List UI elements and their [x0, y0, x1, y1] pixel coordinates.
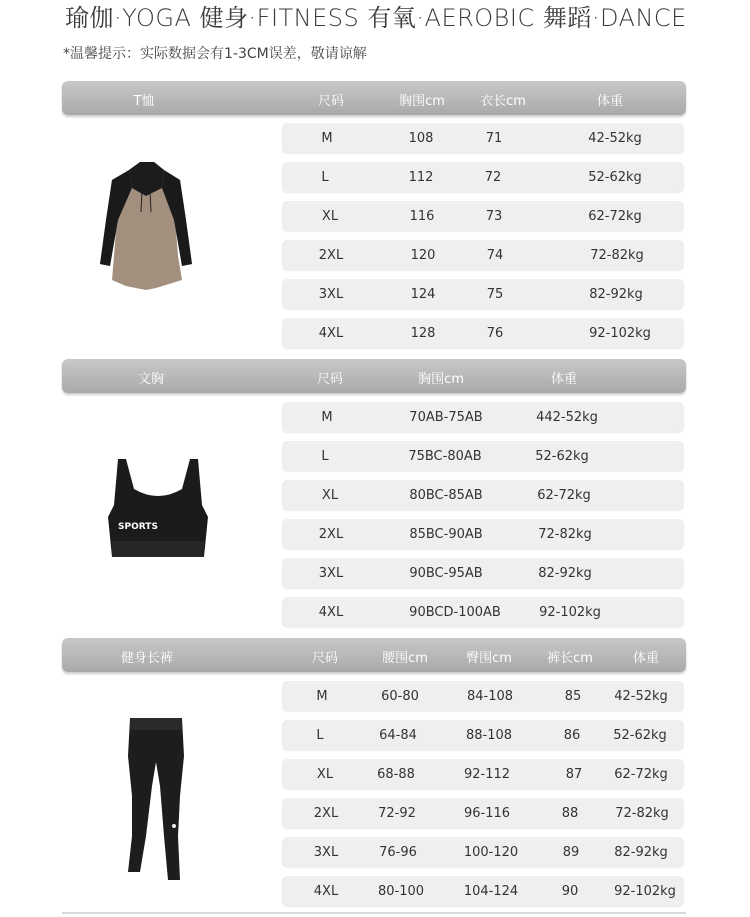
weight-cell: 72-82kg	[590, 248, 644, 263]
column-header: 衣长cm	[480, 94, 526, 109]
waist-cell: 72-92	[378, 806, 416, 821]
length-cell: 73	[485, 209, 503, 224]
size-cell: 4XL	[318, 326, 344, 341]
chest-cell: 75BC-80AB	[408, 449, 482, 464]
leggings-image	[122, 716, 190, 882]
column-header: 腰围cm	[382, 651, 428, 666]
column-header: 裤长cm	[547, 651, 593, 666]
size-cell: XL	[321, 209, 339, 224]
length-cell: 85	[564, 689, 582, 704]
length-cell: 87	[565, 767, 583, 782]
tshirt-image	[96, 160, 196, 292]
tshirt-table-header	[62, 81, 686, 115]
length-cell: 72	[484, 170, 502, 185]
hip-cell: 100-120	[463, 845, 519, 860]
column-header: 胸围cm	[399, 94, 445, 109]
length-cell: 75	[486, 287, 504, 302]
weight-cell: 52-62kg	[613, 728, 667, 743]
size-cell: L	[321, 449, 329, 464]
bra-size-section	[0, 359, 750, 631]
chest-cell: 70AB-75AB	[409, 410, 483, 425]
size-cell: 4XL	[318, 605, 344, 620]
table-row	[282, 279, 684, 309]
size-cell: 3XL	[318, 566, 344, 581]
table-row	[282, 837, 684, 867]
chest-cell: 124	[410, 287, 436, 302]
weight-cell: 62-72kg	[588, 209, 642, 224]
weight-cell: 92-102kg	[539, 605, 601, 620]
table-row	[282, 519, 684, 549]
chest-cell: 128	[410, 326, 436, 341]
table-row	[282, 318, 684, 348]
column-header: 胸围cm	[418, 372, 464, 387]
waist-cell: 60-80	[381, 689, 419, 704]
weight-cell: 42-52kg	[588, 131, 642, 146]
leggings-table-header	[62, 638, 686, 672]
weight-cell: 52-62kg	[535, 449, 589, 464]
hip-cell: 84-108	[466, 689, 514, 704]
size-cell: XL	[321, 488, 339, 503]
size-cell: 3XL	[318, 287, 344, 302]
chest-cell: 112	[408, 170, 434, 185]
length-cell: 89	[562, 845, 580, 860]
weight-cell: 52-62kg	[588, 170, 642, 185]
size-cell: L	[316, 728, 324, 743]
chest-cell: 116	[409, 209, 435, 224]
table-row	[282, 123, 684, 153]
table-row	[282, 798, 684, 828]
length-cell: 71	[485, 131, 503, 146]
size-cell: 2XL	[313, 806, 339, 821]
hip-cell: 92-112	[463, 767, 511, 782]
waist-cell: 76-96	[379, 845, 417, 860]
length-cell: 88	[561, 806, 579, 821]
leggings-size-section	[0, 638, 750, 910]
weight-cell: 82-92kg	[614, 845, 668, 860]
column-header: 尺码	[316, 372, 344, 387]
table-row	[282, 480, 684, 510]
column-header: 尺码	[311, 651, 339, 666]
size-cell: L	[321, 170, 329, 185]
product-label: 文胸	[137, 372, 165, 387]
chest-cell: 90BCD-100AB	[409, 605, 501, 620]
column-header: 体重	[632, 651, 660, 666]
size-cell: M	[316, 689, 328, 704]
weight-cell: 62-72kg	[614, 767, 668, 782]
notice-text: *温馨提示：实际数据会有1-3CM误差，敬请谅解	[63, 46, 367, 62]
size-cell: XL	[316, 767, 334, 782]
size-cell: M	[321, 410, 333, 425]
column-header: 尺码	[317, 94, 345, 109]
product-label: 健身长裤	[120, 651, 174, 666]
product-label: T恤	[133, 94, 155, 109]
table-row	[282, 681, 684, 711]
table-row	[282, 720, 684, 750]
weight-cell: 72-82kg	[538, 527, 592, 542]
waist-cell: 68-88	[377, 767, 415, 782]
waist-cell: 80-100	[377, 884, 425, 899]
size-cell: 3XL	[313, 845, 339, 860]
sports-print-text: SPORTS	[118, 522, 158, 532]
size-cell: 2XL	[318, 248, 344, 263]
length-cell: 90	[561, 884, 579, 899]
column-header: 臀围cm	[466, 651, 512, 666]
table-row	[282, 876, 684, 906]
length-cell: 86	[563, 728, 581, 743]
table-row	[282, 201, 684, 231]
table-row	[282, 558, 684, 588]
size-cell: 4XL	[313, 884, 339, 899]
weight-cell: 72-82kg	[615, 806, 669, 821]
table-row	[282, 240, 684, 270]
weight-cell: 82-92kg	[538, 566, 592, 581]
size-cell: M	[321, 131, 333, 146]
hip-cell: 96-116	[463, 806, 511, 821]
table-row	[282, 441, 684, 471]
chest-cell: 90BC-95AB	[409, 566, 483, 581]
chest-cell: 108	[408, 131, 434, 146]
length-cell: 76	[486, 326, 504, 341]
weight-cell: 82-92kg	[589, 287, 643, 302]
weight-cell: 92-102kg	[589, 326, 651, 341]
table-row	[282, 759, 684, 789]
chest-cell: 120	[410, 248, 436, 263]
chest-cell: 80BC-85AB	[409, 488, 483, 503]
page-title: 瑜伽·YOGA 健身·FITNESS 有氧·AEROBIC 舞蹈·DANCE	[65, 4, 687, 32]
chest-cell: 85BC-90AB	[409, 527, 483, 542]
weight-cell: 442-52kg	[536, 410, 598, 425]
hip-cell: 104-124	[463, 884, 519, 899]
tshirt-size-section	[0, 81, 750, 353]
bottom-divider	[62, 912, 686, 914]
weight-cell: 42-52kg	[614, 689, 668, 704]
sports-bra-image	[104, 455, 212, 559]
column-header: 体重	[596, 94, 624, 109]
column-header: 体重	[550, 372, 578, 387]
hip-cell: 88-108	[465, 728, 513, 743]
weight-cell: 62-72kg	[537, 488, 591, 503]
size-cell: 2XL	[318, 527, 344, 542]
table-row	[282, 597, 684, 627]
waist-cell: 64-84	[379, 728, 417, 743]
bra-table-header	[62, 359, 686, 393]
table-row	[282, 402, 684, 432]
weight-cell: 92-102kg	[614, 884, 676, 899]
table-row	[282, 162, 684, 192]
length-cell: 74	[486, 248, 504, 263]
